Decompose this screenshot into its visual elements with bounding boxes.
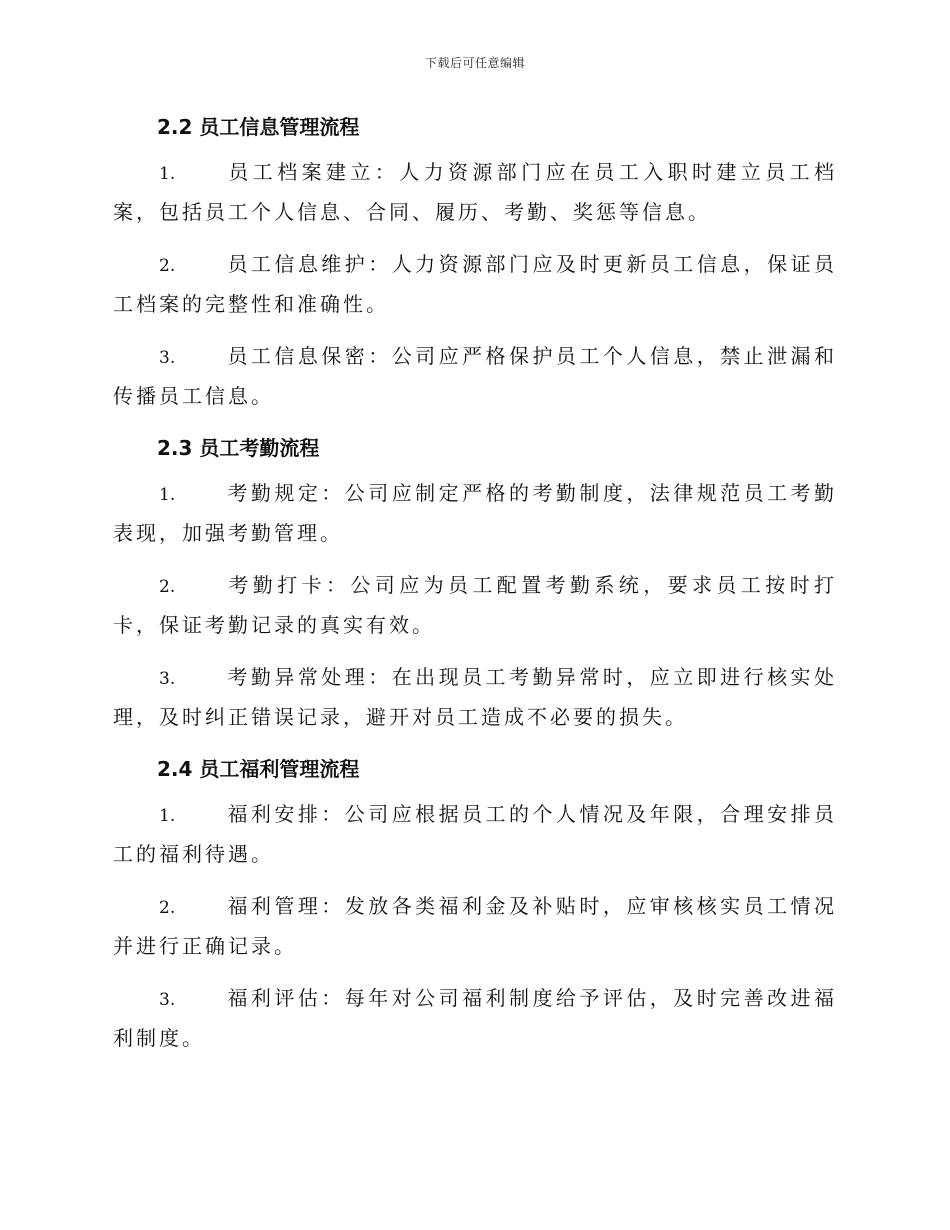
item-text: 人力资源部门应及时更新员工信息，保证员工档案的完整性和准确性。 xyxy=(113,252,838,316)
item-text: 公司应为员工配置考勤系统，要求员工按时打卡，保证考勤记录的真实有效。 xyxy=(113,573,838,637)
item-title: 考勤异常处理： xyxy=(227,665,392,689)
item-number: 3. xyxy=(159,669,176,689)
item-text: 公司应根据员工的个人情况及年限，合理安排员工的福利待遇。 xyxy=(113,802,838,866)
item-number: 1. xyxy=(159,806,176,826)
item-text: 人力资源部门应在员工入职时建立员工档案，包括员工个人信息、合同、履历、考勤、奖惩等信息。 xyxy=(113,160,838,224)
item-text: 每年对公司福利制度给予评估，及时完善改进福利制度。 xyxy=(113,986,838,1050)
item-text: 发放各类福利金及补贴时，应审核核实员工情况并进行正确记录。 xyxy=(113,894,838,958)
item-title: 员工档案建立： xyxy=(227,160,400,184)
item-number: 1. xyxy=(159,164,176,184)
page-header-note: 下载后可任意编辑 xyxy=(424,56,525,70)
list-item xyxy=(113,887,837,965)
item-number: 2. xyxy=(159,256,176,276)
item-text: 公司应制定严格的考勤制度，法律规范员工考勤表现，加强考勤管理。 xyxy=(113,481,838,545)
item-text: 在出现员工考勤异常时，应立即进行核实处理，及时纠正错误记录，避开对员工造成不必要的损失。 xyxy=(113,665,838,729)
item-title: 福利评估： xyxy=(227,986,345,1010)
item-number: 2. xyxy=(159,577,176,597)
item-number: 3. xyxy=(159,348,176,368)
item-number: 1. xyxy=(159,485,176,505)
list-item xyxy=(113,337,837,415)
list-item xyxy=(113,474,837,552)
item-title: 福利管理： xyxy=(227,894,345,918)
list-item xyxy=(113,658,837,736)
section-attendance xyxy=(113,429,837,736)
section-heading: 2.3 员工考勤流程 xyxy=(157,436,320,460)
item-title: 员工信息保密： xyxy=(227,344,392,368)
section-heading: 2.4 员工福利管理流程 xyxy=(157,757,360,781)
section-heading: 2.2 员工信息管理流程 xyxy=(157,115,360,139)
list-item xyxy=(113,566,837,644)
item-number: 2. xyxy=(159,898,176,918)
item-title: 考勤规定： xyxy=(227,481,345,505)
item-title: 考勤打卡： xyxy=(227,573,351,597)
list-item xyxy=(113,795,837,873)
item-title: 福利安排： xyxy=(227,802,345,826)
section-employee-info xyxy=(113,108,837,415)
list-item xyxy=(113,245,837,323)
item-text: 公司应严格保护员工个人信息，禁止泄漏和传播员工信息。 xyxy=(113,344,838,408)
item-number: 3. xyxy=(159,990,176,1010)
item-title: 员工信息维护： xyxy=(227,252,392,276)
list-item xyxy=(113,153,837,231)
document-body xyxy=(113,108,837,1071)
section-benefits xyxy=(113,750,837,1057)
list-item xyxy=(113,979,837,1057)
